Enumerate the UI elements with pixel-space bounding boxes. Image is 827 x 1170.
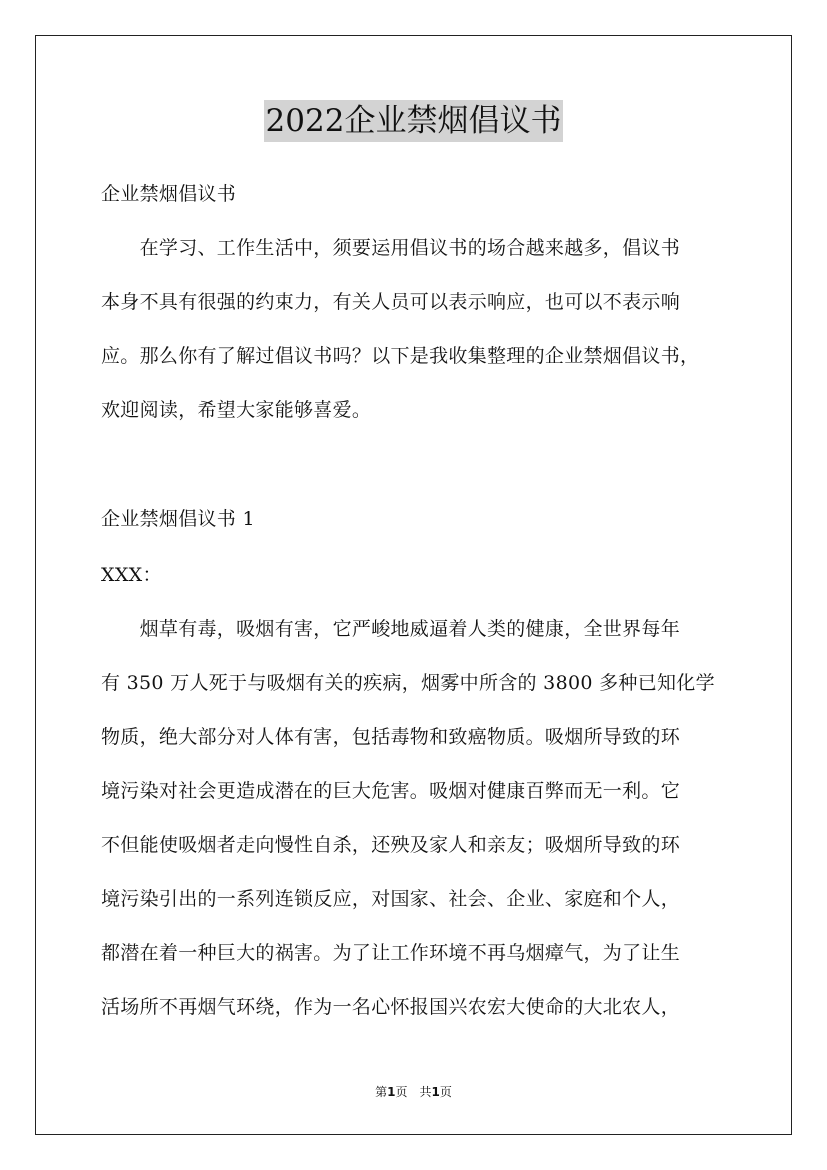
- footer-page-number: 1: [387, 1085, 396, 1099]
- footer-prefix: 第: [375, 1085, 388, 1099]
- body-line: 不但能使吸烟者走向慢性自杀，还殃及家人和亲友；吸烟所导致的环: [101, 834, 681, 856]
- body-line: 境污染对社会更造成潜在的巨大危害。吸烟对健康百弊而无一利。它: [101, 780, 681, 802]
- body-line: 活场所不再烟气环绕，作为一名心怀报国兴农宏大使命的大北农人，: [101, 996, 681, 1018]
- page-footer: [0, 1083, 827, 1100]
- section-heading: 企业禁烟倡议书 1: [101, 508, 255, 530]
- footer-mid: 页 共: [395, 1085, 432, 1099]
- body-line: 有 350 万人死于与吸烟有关的疾病，烟雾中所含的 3800 多种已知化学: [101, 672, 715, 694]
- footer-suffix: 页: [439, 1085, 452, 1099]
- salutation: XXX：: [101, 564, 162, 586]
- body-line: 都潜在着一种巨大的祸害。为了让工作环境不再乌烟瘴气，为了让生: [101, 942, 681, 964]
- title-container: [0, 100, 827, 142]
- document-title: 2022企业禁烟倡议书: [264, 100, 564, 142]
- intro-line: 本身不具有很强的约束力，有关人员可以表示响应，也可以不表示响: [101, 291, 681, 313]
- body-line: 境污染引出的一系列连锁反应，对国家、社会、企业、家庭和个人，: [101, 888, 681, 910]
- intro-line: 应。那么你有了解过倡议书吗？以下是我收集整理的企业禁烟倡议书，: [101, 345, 700, 367]
- body-line: 烟草有毒，吸烟有害，它严峻地威逼着人类的健康，全世界每年: [101, 618, 681, 640]
- subtitle: 企业禁烟倡议书: [101, 183, 237, 205]
- intro-line: 欢迎阅读，希望大家能够喜爱。: [101, 399, 372, 421]
- footer-page-total: 1: [431, 1085, 440, 1099]
- intro-line: 在学习、工作生活中，须要运用倡议书的场合越来越多，倡议书: [101, 237, 681, 259]
- body-line: 物质，绝大部分对人体有害，包括毒物和致癌物质。吸烟所导致的环: [101, 726, 681, 748]
